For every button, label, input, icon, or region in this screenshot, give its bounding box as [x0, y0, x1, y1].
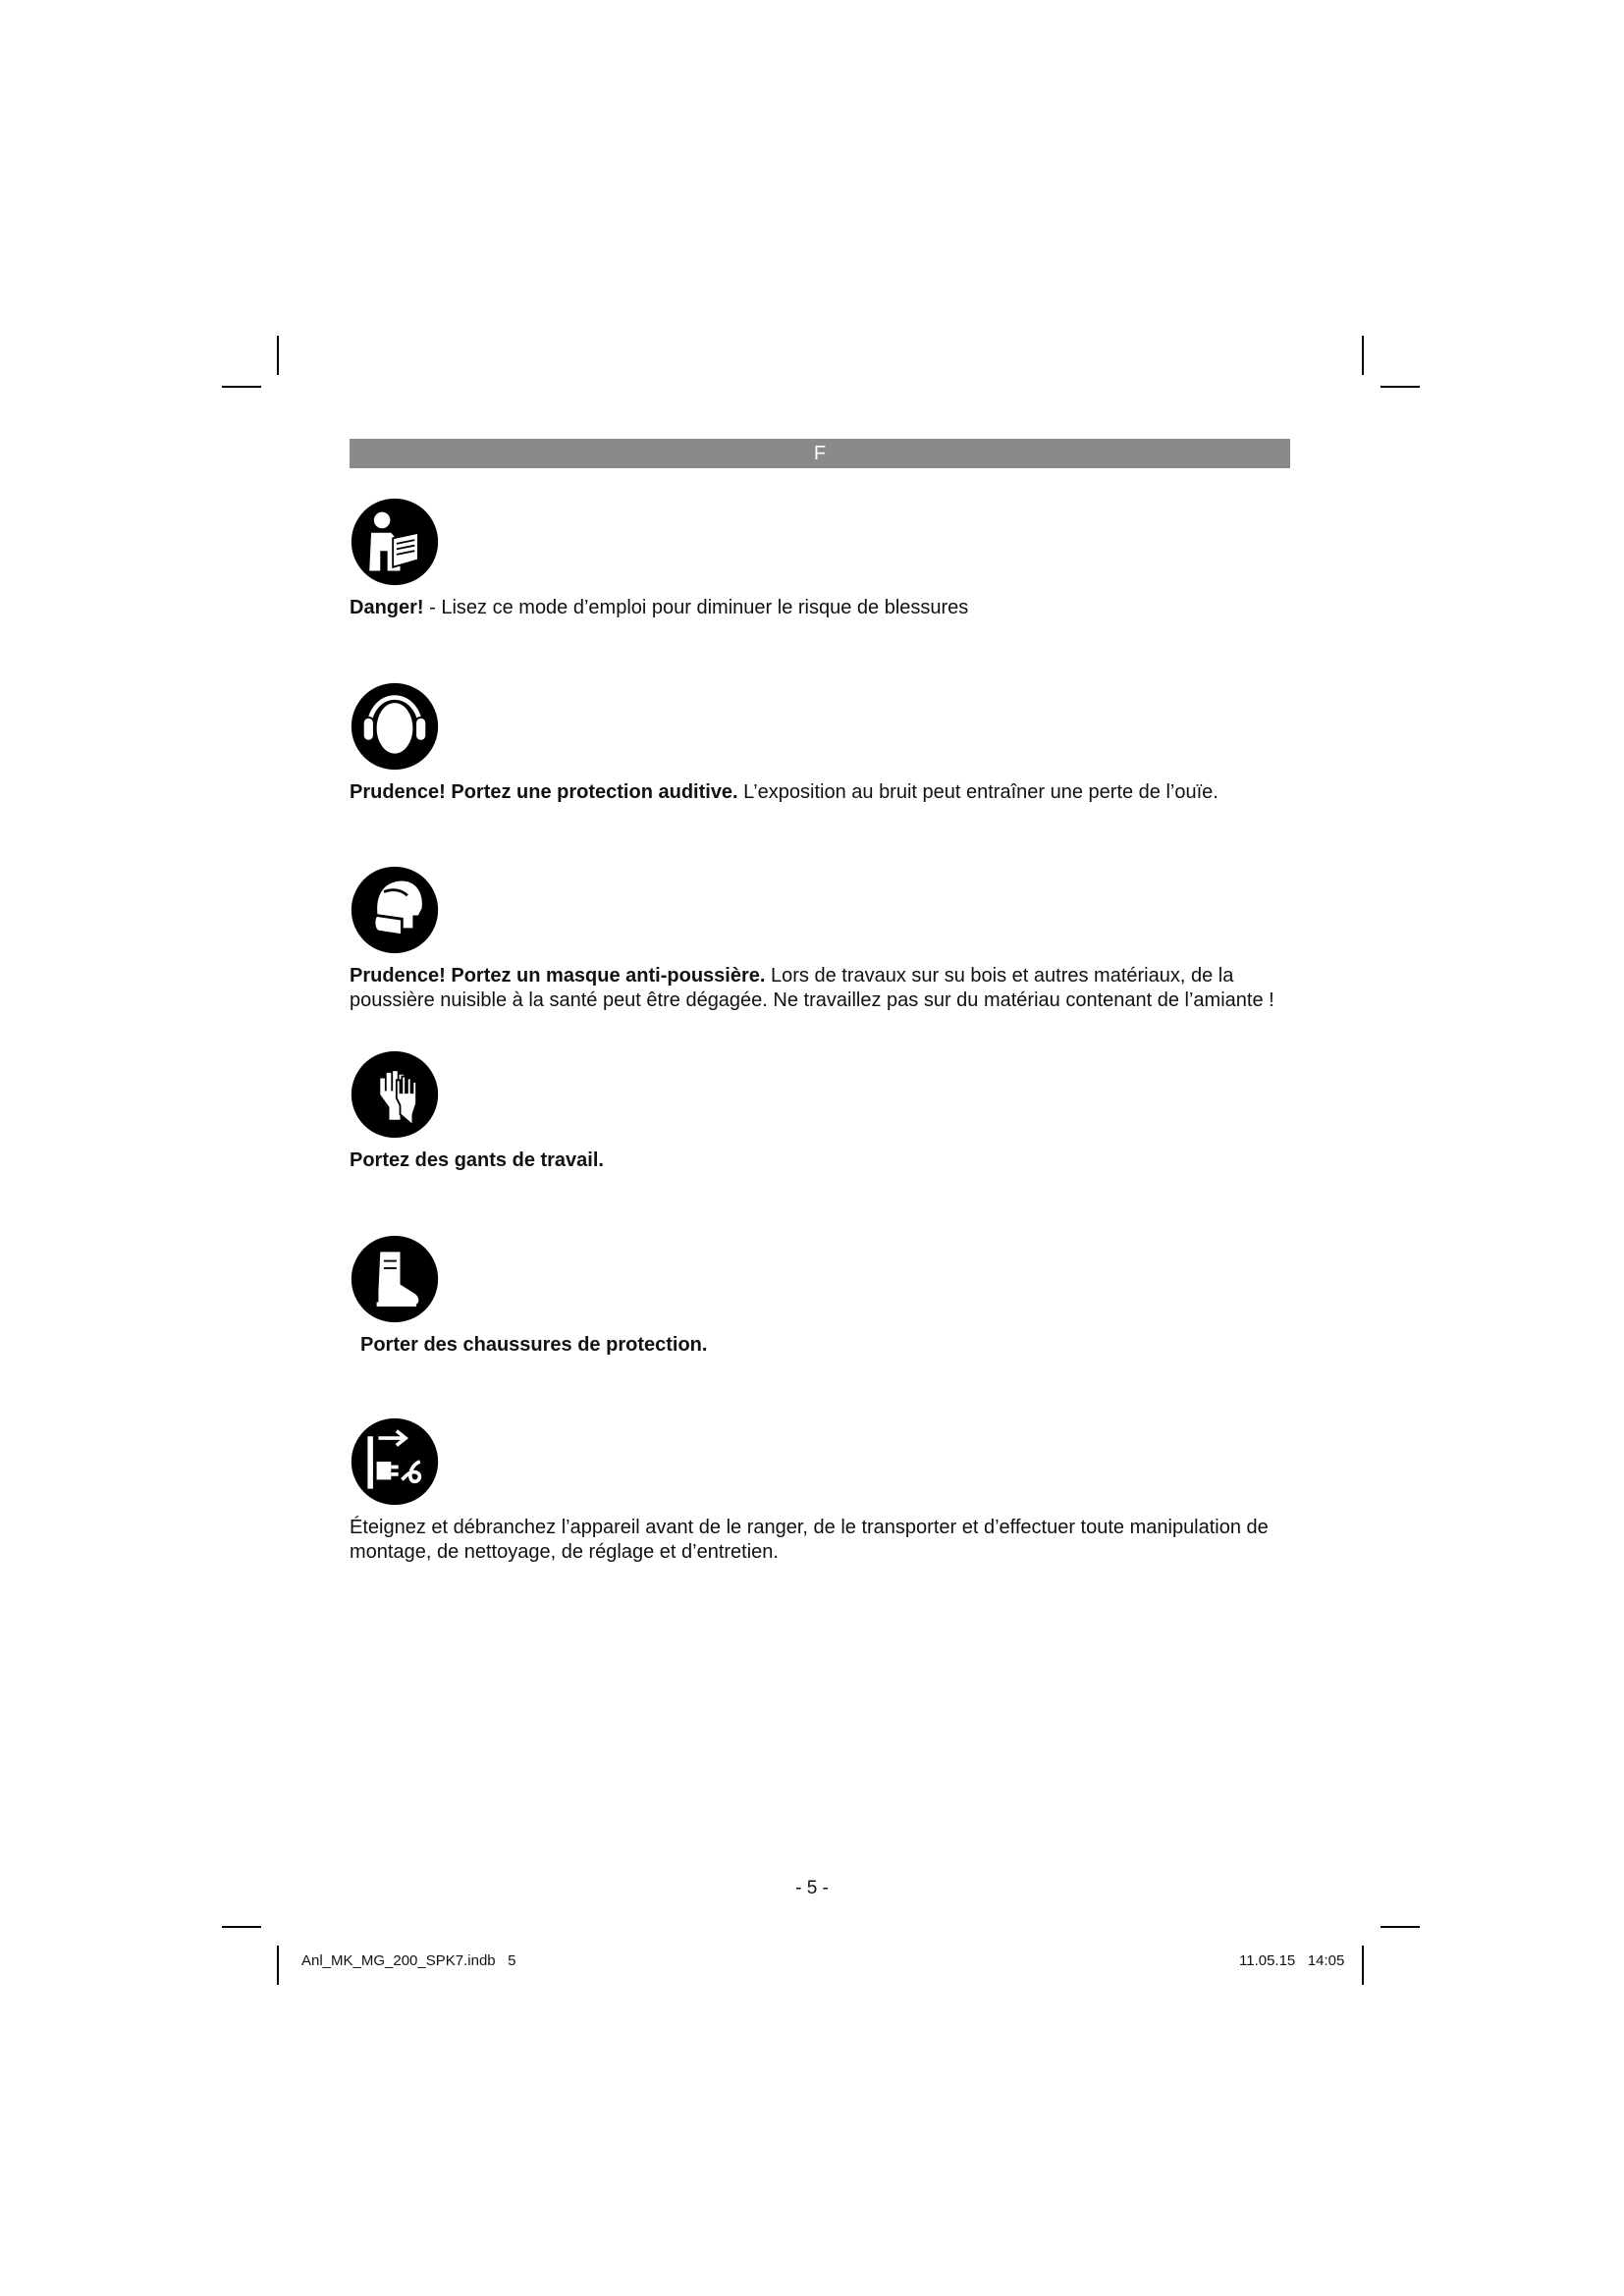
crop-mark — [1380, 386, 1420, 388]
crop-mark — [1362, 1946, 1364, 1985]
language-header-bar — [350, 439, 1290, 468]
warning-label: Porter des chaussures de protection. — [360, 1334, 708, 1356]
crop-mark — [222, 1926, 261, 1928]
safety-text — [350, 1516, 1282, 1565]
safety-text — [350, 780, 1282, 805]
safety-text — [360, 1333, 1293, 1358]
warning-description: Éteignez et débranchez l’appareil avant de le ranger, de le transporter et d’effectuer toute manipulation de montage, de nettoyage, de réglage et d’entretien. — [350, 1517, 1269, 1563]
warning-description: Lors de travaux sur su bois et autres matériaux, de la poussière nuisible à la santé peut être dégagée. Ne travaillez pas sur du matériau contenant de l’amiante ! — [350, 965, 1274, 1011]
safety-text — [350, 596, 1282, 620]
crop-mark — [277, 336, 279, 375]
warning-label: Prudence! Portez un masque anti-poussière. — [350, 965, 766, 987]
dust-mask-icon — [350, 865, 440, 955]
language-label: F — [813, 443, 827, 464]
page-number: - 5 - — [795, 1878, 829, 1898]
warning-description: - Lisez ce mode d’emploi pour diminuer le risque de blessures — [423, 597, 969, 618]
work-gloves-icon — [350, 1049, 440, 1140]
ear-protection-icon — [350, 681, 440, 772]
warning-label: Portez des gants de travail. — [350, 1149, 604, 1171]
crop-mark — [1362, 336, 1364, 375]
warning-label: Prudence! Portez une protection auditive. — [350, 781, 738, 803]
crop-mark — [277, 1946, 279, 1985]
crop-mark — [222, 386, 261, 388]
read-manual-icon — [350, 497, 440, 587]
safety-text — [350, 1148, 1282, 1173]
safety-text — [350, 964, 1282, 1013]
safety-boots-icon — [350, 1234, 440, 1324]
crop-mark — [1380, 1926, 1420, 1928]
unplug-icon — [350, 1416, 440, 1507]
print-timestamp: 11.05.15 14:05 — [1239, 1952, 1345, 1969]
print-file-name: Anl_MK_MG_200_SPK7.indb 5 — [301, 1952, 516, 1969]
warning-label: Danger! — [350, 597, 424, 618]
warning-description: L’exposition au bruit peut entraîner une perte de l’ouïe. — [737, 781, 1218, 803]
